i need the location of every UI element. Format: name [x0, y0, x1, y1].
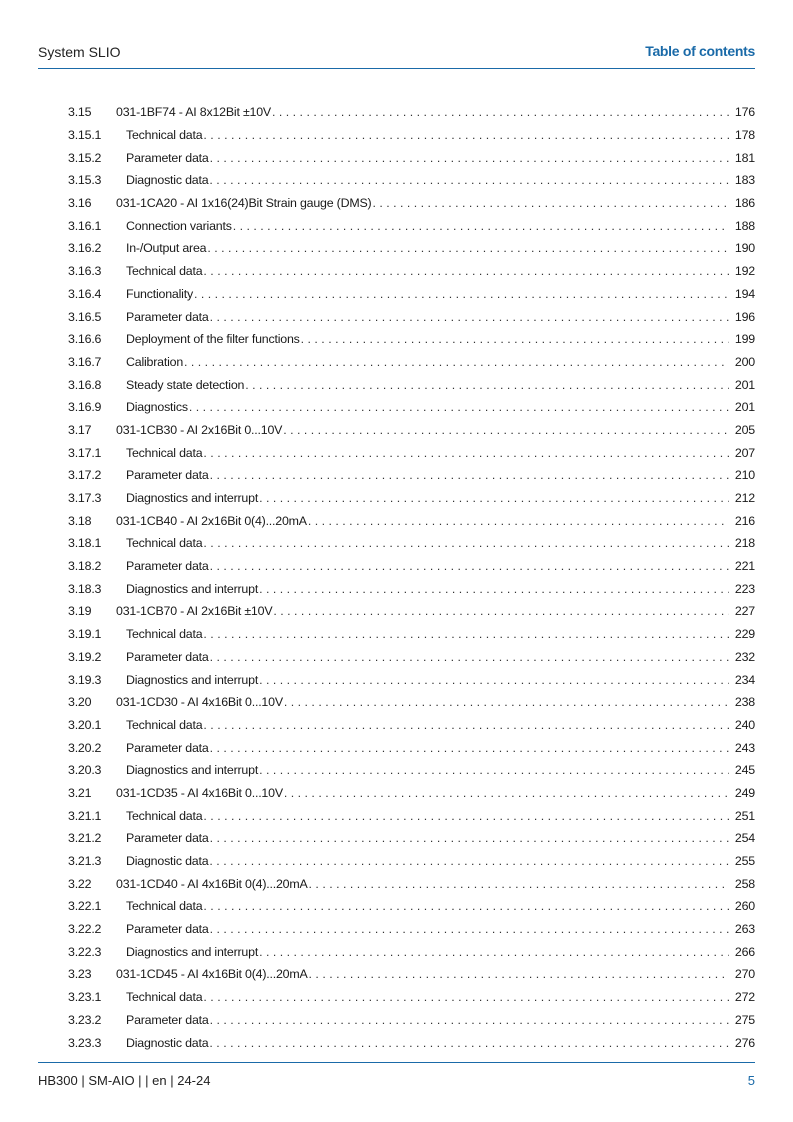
- toc-entry-page: 276: [734, 1035, 755, 1050]
- toc-entry[interactable]: [68, 850, 755, 873]
- toc-entry-page: 263: [734, 922, 755, 937]
- toc-entry-number: 3.16.1: [68, 218, 102, 233]
- toc-entry[interactable]: [68, 396, 755, 419]
- toc-entry[interactable]: [68, 192, 755, 215]
- toc-dot-leader: [209, 1036, 729, 1050]
- toc-entry-page: 221: [734, 559, 755, 574]
- toc-dot-leader: [210, 151, 729, 165]
- toc-dot-leader: [259, 582, 729, 596]
- toc-dot-leader: [210, 741, 729, 755]
- toc-entry-number: 3.22.3: [68, 944, 102, 959]
- toc-entry[interactable]: [68, 169, 755, 192]
- toc-entry-page: 227: [734, 604, 755, 619]
- toc-entry-number: 3.19.3: [68, 672, 102, 687]
- toc-dot-leader: [194, 287, 729, 301]
- toc-dot-leader: [210, 1013, 729, 1027]
- toc-entry[interactable]: [68, 623, 755, 646]
- toc-entry-title: Diagnostics and interrupt: [126, 944, 259, 959]
- toc-dot-leader: [284, 786, 729, 800]
- toc-entry[interactable]: [68, 714, 755, 737]
- toc-dot-leader: [203, 446, 729, 460]
- toc-dot-leader: [308, 514, 729, 528]
- toc-dot-leader: [259, 491, 729, 505]
- toc-entry[interactable]: [68, 487, 755, 510]
- toc-entry-page: 249: [734, 785, 755, 800]
- toc-entry-title: Deployment of the filter functions: [126, 332, 300, 347]
- document-title: System SLIO: [38, 44, 121, 60]
- toc-dot-leader: [210, 922, 729, 936]
- toc-entry-title: 031-1CD30 - AI 4x16Bit 0...10V: [116, 695, 283, 710]
- toc-entry[interactable]: [68, 782, 755, 805]
- toc-dot-leader: [273, 604, 729, 618]
- toc-entry[interactable]: [68, 646, 755, 669]
- toc-entry-page: 238: [734, 695, 755, 710]
- toc-entry-page: 258: [734, 876, 755, 891]
- toc-dot-leader: [372, 196, 729, 210]
- toc-entry-title: 031-1CB30 - AI 2x16Bit 0...10V: [116, 422, 283, 437]
- toc-entry-page: 251: [734, 808, 755, 823]
- table-of-contents: [68, 101, 755, 1054]
- toc-entry[interactable]: [68, 895, 755, 918]
- toc-entry[interactable]: [68, 419, 755, 442]
- toc-entry-page: 178: [734, 128, 755, 143]
- toc-entry[interactable]: [68, 759, 755, 782]
- toc-entry-title: Calibration: [126, 354, 184, 369]
- toc-entry[interactable]: [68, 736, 755, 759]
- toc-entry-page: 192: [734, 264, 755, 279]
- toc-entry-number: 3.22: [68, 876, 92, 891]
- toc-entry-page: 212: [734, 491, 755, 506]
- toc-dot-leader: [210, 468, 729, 482]
- toc-entry-number: 3.16.5: [68, 309, 102, 324]
- toc-entry-title: 031-1CD35 - AI 4x16Bit 0...10V: [116, 785, 283, 800]
- toc-entry-title: Connection variants: [126, 218, 232, 233]
- toc-entry-page: 223: [734, 581, 755, 596]
- toc-entry-title: Diagnostic data: [126, 173, 209, 188]
- toc-dot-leader: [259, 945, 729, 959]
- section-title: Table of contents: [645, 43, 755, 59]
- toc-entry-page: 272: [734, 990, 755, 1005]
- toc-entry-title: Technical data: [126, 899, 203, 914]
- toc-dot-leader: [210, 559, 729, 573]
- toc-entry-page: 260: [734, 899, 755, 914]
- toc-entry-number: 3.16.3: [68, 264, 102, 279]
- document-reference: HB300 | SM-AIO | | en | 24-24: [38, 1073, 211, 1088]
- toc-entry-title: Technical data: [126, 128, 203, 143]
- toc-entry[interactable]: [68, 237, 755, 260]
- toc-entry-number: 3.16.2: [68, 241, 102, 256]
- toc-dot-leader: [233, 219, 729, 233]
- toc-entry[interactable]: [68, 101, 755, 124]
- toc-entry-number: 3.22.1: [68, 899, 102, 914]
- toc-entry[interactable]: [68, 940, 755, 963]
- toc-entry-number: 3.16.6: [68, 332, 102, 347]
- toc-entry[interactable]: [68, 918, 755, 941]
- toc-entry-number: 3.20.3: [68, 763, 102, 778]
- toc-entry-title: Parameter data: [126, 831, 209, 846]
- toc-dot-leader: [203, 264, 729, 278]
- toc-entry-number: 3.21.2: [68, 831, 102, 846]
- toc-dot-leader: [203, 990, 729, 1004]
- toc-entry-page: 201: [734, 400, 755, 415]
- toc-dot-leader: [309, 877, 729, 891]
- toc-entry-page: 188: [734, 218, 755, 233]
- toc-entry-title: Parameter data: [126, 150, 209, 165]
- toc-entry-title: Parameter data: [126, 468, 209, 483]
- toc-entry-title: Parameter data: [126, 559, 209, 574]
- toc-entry-number: 3.15.2: [68, 150, 102, 165]
- toc-entry-title: Diagnostics and interrupt: [126, 763, 259, 778]
- toc-dot-leader: [203, 128, 729, 142]
- toc-dot-leader: [203, 536, 729, 550]
- toc-entry[interactable]: [68, 464, 755, 487]
- toc-entry[interactable]: [68, 124, 755, 147]
- toc-entry-page: 216: [734, 513, 755, 528]
- toc-entry-title: Parameter data: [126, 740, 209, 755]
- toc-entry-title: Parameter data: [126, 309, 209, 324]
- toc-entry-title: 031-1CA20 - AI 1x16(24)Bit Strain gauge (DMS): [116, 196, 372, 211]
- toc-entry-number: 3.22.2: [68, 922, 102, 937]
- toc-entry[interactable]: [68, 668, 755, 691]
- toc-entry-page: 194: [734, 286, 755, 301]
- toc-entry-page: 275: [734, 1012, 755, 1027]
- toc-entry-number: 3.16.8: [68, 377, 102, 392]
- toc-entry-page: 245: [734, 763, 755, 778]
- toc-entry-page: 240: [734, 717, 755, 732]
- toc-entry[interactable]: [68, 305, 755, 328]
- toc-entry-number: 3.21.3: [68, 854, 102, 869]
- toc-entry-title: Technical data: [126, 717, 203, 732]
- toc-dot-leader: [209, 854, 729, 868]
- toc-entry-number: 3.20.2: [68, 740, 102, 755]
- toc-entry[interactable]: [68, 804, 755, 827]
- toc-entry-title: Diagnostics: [126, 400, 188, 415]
- toc-entry-number: 3.18.3: [68, 581, 102, 596]
- toc-dot-leader: [259, 763, 729, 777]
- toc-entry-number: 3.19.1: [68, 627, 102, 642]
- page-footer: [38, 1062, 755, 1088]
- toc-entry-title: 031-1CB40 - AI 2x16Bit 0(4)...20mA: [116, 513, 307, 528]
- toc-entry-page: 200: [734, 354, 755, 369]
- toc-dot-leader: [272, 105, 729, 119]
- toc-entry-number: 3.16.4: [68, 286, 102, 301]
- toc-dot-leader: [309, 967, 729, 981]
- toc-entry[interactable]: [68, 351, 755, 374]
- toc-entry-page: 270: [734, 967, 755, 982]
- toc-entry[interactable]: [68, 963, 755, 986]
- toc-entry-page: 190: [734, 241, 755, 256]
- toc-entry-title: Parameter data: [126, 1012, 209, 1027]
- toc-entry-title: Diagnostics and interrupt: [126, 581, 259, 596]
- toc-entry[interactable]: [68, 328, 755, 351]
- toc-entry-title: Functionality: [126, 286, 193, 301]
- toc-entry-page: 218: [734, 536, 755, 551]
- toc-dot-leader: [210, 310, 729, 324]
- toc-entry[interactable]: [68, 600, 755, 623]
- toc-dot-leader: [203, 899, 729, 913]
- toc-entry-page: 207: [734, 445, 755, 460]
- toc-dot-leader: [189, 400, 729, 414]
- toc-entry-page: 255: [734, 854, 755, 869]
- toc-entry-number: 3.17.2: [68, 468, 102, 483]
- toc-entry[interactable]: [68, 555, 755, 578]
- toc-entry[interactable]: [68, 260, 755, 283]
- toc-dot-leader: [301, 332, 729, 346]
- toc-entry-title: Technical data: [126, 990, 203, 1005]
- toc-entry-page: 196: [734, 309, 755, 324]
- toc-dot-leader: [210, 650, 729, 664]
- toc-entry-page: 210: [734, 468, 755, 483]
- toc-entry-number: 3.20.1: [68, 717, 102, 732]
- toc-dot-leader: [207, 241, 729, 255]
- toc-entry-title: Technical data: [126, 445, 203, 460]
- toc-entry-page: 199: [734, 332, 755, 347]
- toc-entry-number: 3.19: [68, 604, 92, 619]
- toc-entry-title: 031-1CD40 - AI 4x16Bit 0(4)...20mA: [116, 876, 308, 891]
- toc-entry-title: 031-1BF74 - AI 8x12Bit ±10V: [116, 105, 272, 120]
- toc-entry-number: 3.16: [68, 196, 92, 211]
- toc-entry-title: Technical data: [126, 627, 203, 642]
- toc-entry-number: 3.23: [68, 967, 92, 982]
- toc-dot-leader: [245, 378, 729, 392]
- toc-entry-page: 243: [734, 740, 755, 755]
- toc-dot-leader: [259, 673, 729, 687]
- toc-entry-title: Technical data: [126, 536, 203, 551]
- toc-dot-leader: [210, 831, 729, 845]
- toc-dot-leader: [203, 718, 729, 732]
- toc-entry-title: 031-1CD45 - AI 4x16Bit 0(4)...20mA: [116, 967, 308, 982]
- toc-entry-number: 3.15.1: [68, 128, 102, 143]
- toc-entry[interactable]: [68, 691, 755, 714]
- toc-entry-number: 3.23.3: [68, 1035, 102, 1050]
- toc-entry-number: 3.18.1: [68, 536, 102, 551]
- toc-entry-number: 3.17.3: [68, 491, 102, 506]
- toc-entry[interactable]: [68, 577, 755, 600]
- toc-entry[interactable]: [68, 283, 755, 306]
- toc-entry-title: Parameter data: [126, 649, 209, 664]
- toc-entry-number: 3.15: [68, 105, 92, 120]
- page-number: 5: [747, 1073, 755, 1088]
- toc-dot-leader: [284, 695, 729, 709]
- toc-entry-title: Diagnostics and interrupt: [126, 672, 259, 687]
- toc-dot-leader: [203, 627, 729, 641]
- toc-entry-number: 3.16.9: [68, 400, 102, 415]
- toc-entry-number: 3.17.1: [68, 445, 102, 460]
- toc-entry-page: 205: [734, 422, 755, 437]
- toc-entry-number: 3.19.2: [68, 649, 102, 664]
- toc-entry[interactable]: [68, 373, 755, 396]
- toc-entry-page: 183: [734, 173, 755, 188]
- toc-entry-title: Steady state detection: [126, 377, 245, 392]
- toc-dot-leader: [209, 173, 729, 187]
- toc-dot-leader: [203, 809, 729, 823]
- toc-entry-number: 3.23.1: [68, 990, 102, 1005]
- toc-entry-title: In-/Output area: [126, 241, 207, 256]
- toc-entry-title: Technical data: [126, 264, 203, 279]
- toc-entry-number: 3.15.3: [68, 173, 102, 188]
- toc-entry-page: 186: [734, 196, 755, 211]
- toc-entry-title: Diagnostic data: [126, 854, 209, 869]
- toc-entry-title: Parameter data: [126, 922, 209, 937]
- toc-dot-leader: [283, 423, 729, 437]
- toc-entry[interactable]: [68, 441, 755, 464]
- toc-entry[interactable]: [68, 146, 755, 169]
- toc-entry-number: 3.21: [68, 785, 92, 800]
- toc-entry-number: 3.21.1: [68, 808, 102, 823]
- toc-entry[interactable]: [68, 872, 755, 895]
- toc-entry-number: 3.18.2: [68, 559, 102, 574]
- toc-entry[interactable]: [68, 509, 755, 532]
- toc-entry[interactable]: [68, 827, 755, 850]
- toc-entry-page: 234: [734, 672, 755, 687]
- toc-entry-page: 266: [734, 944, 755, 959]
- toc-entry-title: Diagnostics and interrupt: [126, 491, 259, 506]
- toc-dot-leader: [184, 355, 729, 369]
- toc-entry-page: 176: [734, 105, 755, 120]
- page-header: [38, 40, 755, 69]
- toc-entry-page: 201: [734, 377, 755, 392]
- toc-entry-title: Diagnostic data: [126, 1035, 209, 1050]
- toc-entry-number: 3.16.7: [68, 354, 102, 369]
- toc-entry-title: 031-1CB70 - AI 2x16Bit ±10V: [116, 604, 273, 619]
- toc-entry-page: 181: [734, 150, 755, 165]
- toc-entry-page: 229: [734, 627, 755, 642]
- toc-entry-number: 3.20: [68, 695, 92, 710]
- toc-entry-page: 232: [734, 649, 755, 664]
- toc-entry[interactable]: [68, 1031, 755, 1054]
- toc-entry-number: 3.23.2: [68, 1012, 102, 1027]
- toc-entry-page: 254: [734, 831, 755, 846]
- toc-entry[interactable]: [68, 214, 755, 237]
- toc-entry-title: Technical data: [126, 808, 203, 823]
- toc-entry[interactable]: [68, 986, 755, 1009]
- toc-entry[interactable]: [68, 532, 755, 555]
- toc-entry-number: 3.18: [68, 513, 92, 528]
- toc-entry-number: 3.17: [68, 422, 92, 437]
- toc-entry[interactable]: [68, 1009, 755, 1032]
